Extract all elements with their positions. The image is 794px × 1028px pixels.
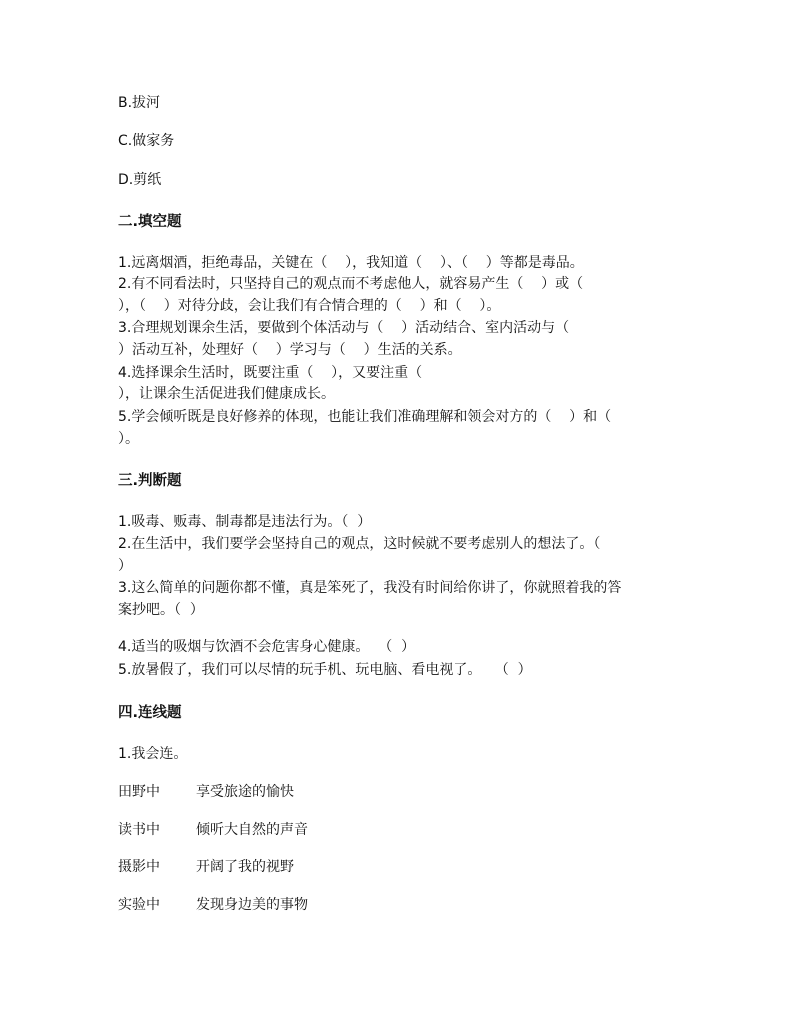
link-right-item: 享受旅途的愉快 bbox=[196, 784, 294, 800]
section-heading-judge: 三.判断题 bbox=[118, 473, 182, 489]
link-right-item: 发现身边美的事物 bbox=[196, 897, 308, 913]
judge-line: 4.适当的吸烟与饮酒不会危害身心健康。 （ ） bbox=[118, 639, 416, 655]
option-b: B.拔河 bbox=[118, 95, 161, 111]
judge-line: 1.吸毒、贩毒、制毒都是违法行为。（ ） bbox=[118, 514, 372, 530]
fill-line: ），（ ）对待分歧，会让我们有合情合理的（ ）和（ ）。 bbox=[118, 298, 501, 314]
link-right-item: 倾听大自然的声音 bbox=[196, 822, 308, 838]
fill-line: 1.远离烟酒，拒绝毒品，关键在（ ），我知道（ ）、（ ）等都是毒品。 bbox=[118, 255, 584, 271]
link-left-item: 摄影中 bbox=[118, 859, 160, 875]
fill-line: 3.合理规划课余生活，要做到个体活动与（ ）活动结合、室内活动与（ bbox=[118, 320, 570, 336]
fill-line: 5.学会倾听既是良好修养的体现，也能让我们准确理解和领会对方的（ ）和（ bbox=[118, 409, 612, 425]
option-d: D.剪纸 bbox=[118, 172, 162, 188]
judge-line: 3.这么简单的问题你都不懂，真是笨死了，我没有时间给你讲了，你就照着我的答 bbox=[118, 580, 622, 596]
link-left-item: 读书中 bbox=[118, 822, 160, 838]
link-intro: 1.我会连。 bbox=[118, 746, 188, 762]
fill-line: 4.选择课余生活时，既要注重（ ），又要注重（ bbox=[118, 365, 423, 381]
judge-line: 2.在生活中，我们要学会坚持自己的观点，这时候就不要考虑别人的想法了。（ bbox=[118, 536, 601, 552]
option-c: C.做家务 bbox=[118, 133, 175, 149]
judge-line: 案抄吧。（ ） bbox=[118, 602, 204, 618]
section-heading-link: 四.连线题 bbox=[118, 705, 182, 721]
judge-line: 5.放暑假了，我们可以尽情的玩手机、玩电脑、看电视了。 （ ） bbox=[118, 662, 532, 678]
fill-line: ）。 bbox=[118, 431, 139, 447]
link-right-item: 开阔了我的视野 bbox=[196, 859, 294, 875]
fill-line: ）活动互补，处理好（ ）学习与（ ）生活的关系。 bbox=[118, 342, 462, 358]
fill-line: ），让课余生活促进我们健康成长。 bbox=[118, 386, 335, 402]
judge-line: ） bbox=[118, 558, 132, 574]
section-heading-fill: 二.填空题 bbox=[118, 214, 182, 230]
fill-line: 2.有不同看法时，只坚持自己的观点而不考虑他人，就容易产生（ ）或（ bbox=[118, 276, 584, 292]
link-left-item: 田野中 bbox=[118, 784, 160, 800]
link-left-item: 实验中 bbox=[118, 897, 160, 913]
